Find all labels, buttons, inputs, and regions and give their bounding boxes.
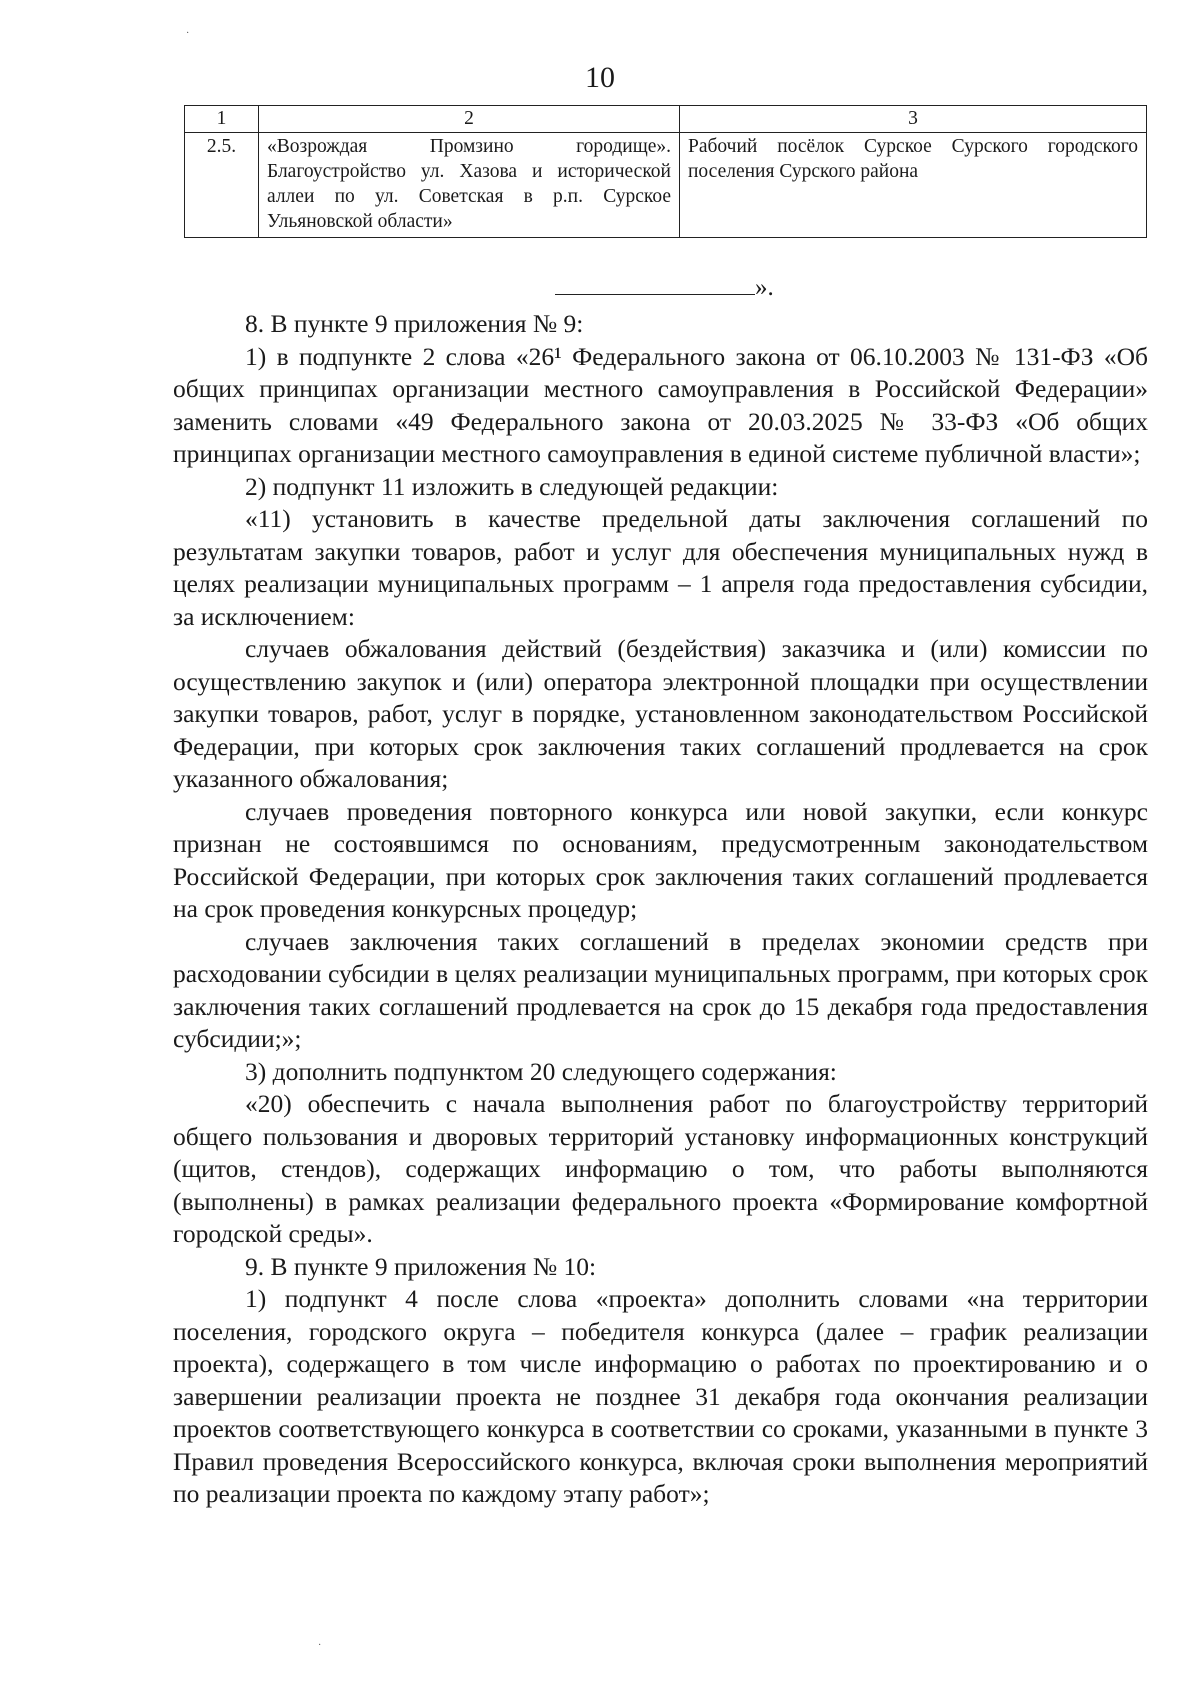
table-closing-mark — [555, 272, 774, 304]
table-header-cell: 2 — [259, 106, 680, 133]
paragraph: 2) подпункт 11 изложить в следующей редакции: — [245, 471, 779, 501]
document-body — [173, 308, 1148, 1511]
table-header-row — [185, 106, 1147, 133]
closing-rule — [555, 274, 755, 295]
table-header-cell: 3 — [680, 106, 1147, 133]
paragraph: 1) в подпункте 2 слова «26¹ Федерального закона от 06.10.2003 № 131-ФЗ «Об общих принципах организации местного самоуправления в Российской Федерации» заменить словами «49 Федерального закона от 20.03.2025 № 33-ФЗ «Об общих принципах организации местного самоуправления в единой системе публичной власти»; — [173, 341, 1148, 468]
table-header-cell: 1 — [185, 106, 259, 133]
section-heading: 9. В пункте 9 приложения № 10: — [245, 1251, 597, 1281]
paragraph: «11) установить в качестве предельной даты заключения соглашений по результатам закупки товаров, работ и услуг для обеспечения муниципальных нужд в целях реализации муниципальных программ – 1 апреля года предоставления субсидии, за исключением: — [173, 504, 1148, 631]
location-cell: Рабочий посёлок Сурское Сурского городского поселения Сурского района — [680, 133, 1147, 238]
paragraph: 1) подпункт 4 после слова «проекта» дополнить словами «на территории поселения, городского округа – победителя конкурса (далее – график реализации проекта), содержащего в том числе информацию о работах по проектированию и о завершении реализации проекта не позднее 31 декабря года окончания реализации проектов соответствующего конкурса в соответствии со сроками, указанными в пункте 3 Правил проведения Всероссийского конкурса, включая сроки выполнения мероприятий по реализации проекта по каждому этапу работ»; — [173, 1284, 1148, 1508]
paragraph: случаев проведения повторного конкурса или новой закупки, если конкурс признан не состоявшимся по основаниям, предусмотренным законодательством Российской Федерации, при которых срок заключения таких соглашений продлевается на срок проведения конкурсных процедур; — [173, 796, 1148, 923]
paragraph: случаев обжалования действий (бездействия) заказчика и (или) комиссии по осуществлению закупок и (или) оператора электронной площадки при осуществлении закупки товаров, работ, услуг в порядке, установленном законодательством Российской Федерации, при которых срок заключения таких соглашений продлевается на срок указанного обжалования; — [173, 634, 1148, 793]
paragraph: случаев заключения таких соглашений в пределах экономии средств при расходовании субсидии в целях реализации муниципальных программ, при которых срок заключения таких соглашений продлевается на срок до 15 декабря года предоставления субсидии;»; — [173, 926, 1148, 1053]
section-heading: 8. В пункте 9 приложения № 9: — [245, 309, 584, 338]
paragraph: 3) дополнить подпунктом 20 следующего содержания: — [245, 1056, 837, 1086]
paragraph: «20) обеспечить с начала выполнения работ по благоустройству территорий общего пользования и дворовых территорий установку информационных конструкций (щитов, стендов), содержащих информацию о том, что работы выполняются (выполнены) в рамках реализации федерального проекта «Формирование комфортной городской среды». — [173, 1089, 1148, 1248]
table-row — [185, 133, 1147, 238]
appendix-table — [184, 105, 1147, 238]
row-number-cell: 2.5. — [185, 133, 259, 238]
scan-dot: · — [186, 28, 190, 39]
project-name-cell: «Возрождая Промзино городище». Благоустройство ул. Хазова и исторической аллеи по ул. Советская в р.п. Сурское Ульяновской области» — [259, 133, 680, 238]
scan-dot: · — [318, 1640, 322, 1651]
page-number: 10 — [585, 61, 615, 94]
closing-quote: ». — [755, 274, 774, 301]
